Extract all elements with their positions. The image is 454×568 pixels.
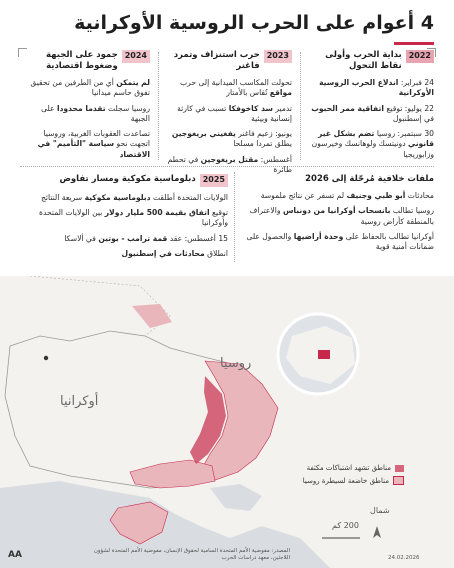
list-item: 30 سبتمبر: روسيا تضم بشكل غير قانوني دونيتسك ولوهانسك وخيرسون وزابوريجيا [311,129,434,159]
column-divider [300,52,301,160]
section-heading: ملفات خلافية مُرحّلة إلى 2026 [305,174,434,184]
legend-swatch-control [393,476,404,485]
map-svg [0,276,454,568]
list-item: الولايات المتحدة أطلقت دبلوماسية مكوكية سريعة النتائج [41,192,228,202]
section-heading: دبلوماسية مكوكية ومسار تفاوض [59,174,196,184]
section-heading: جمود على الجبهة وضغوط اقتصادية [45,50,118,72]
year-badge: 2024 [122,50,150,63]
list-item: أوكرانيا تطالب بالحفاظ على وحدة أراضيها والحصول على ضمانات أمنية قوية [246,231,434,252]
list-item: 22 يوليو: توقيع اتفاقية ممر الحبوب في إسطنبول [311,103,434,123]
section-2023 [162,50,292,180]
globe-highlight [318,350,330,359]
list-item: يونيو: زعيم فاغنر يفغيني بريغوجين يطلق تمردا مسلحا [171,129,292,149]
column-divider [158,52,159,160]
year-badge: 2023 [264,50,292,63]
aa-logo-icon: AA [8,550,22,561]
legend-control: مناطق خاضعة لسيطرة روسيا [303,476,404,485]
azov-sea [210,484,262,511]
section-2025 [22,174,228,264]
list-item: روسيا تطالب بانسحاب أوكرانيا من دونباس والاعتراف بالمنطقة كأراض روسية [249,206,434,226]
page-title: 4 أعوام على الحرب الروسية الأوكرانية [74,12,434,34]
list-item: تحولت المكاسب الميدانية إلى حرب مواقع تُقاس بالأمتار [180,78,292,98]
year-badge: 2025 [200,174,228,187]
list-item: انطلاق محادثات في إسطنبول [121,248,228,258]
section-2026 [244,174,434,257]
map [0,276,454,568]
column-divider [234,172,235,262]
title-accent-bar [394,42,434,45]
list-item: 15 أغسطس: عقد قمة ترامب - بوتين في ألاسكا [64,233,228,243]
source-note: المصدر: مفوضية الأمم المتحدة السامية لحقوق الإنسان، مفوضية الأمم المتحدة لشؤون اللاجئين، معهد دراسات الحرب [93,547,290,561]
ukraine-label: أوكرانيا [60,394,99,409]
kursk-area [132,304,172,328]
russian-control-south [130,460,215,488]
section-2024 [22,50,150,165]
list-item: روسيا سجلت تقدما محدودا على الجبهة [41,103,150,123]
kyiv-dot [44,356,48,360]
list-item: لم يتمكن أي من الطرفين من تحقيق تفوق حاسم ميدانيا [30,78,150,98]
legend-clashes: مناطق تشهد اشتباكات مكثفة [307,464,404,472]
date-label: 24.02.2026 [388,554,420,561]
section-2022 [306,50,434,165]
list-item: توقيع اتفاق بقيمة 500 مليار دولار بين الولايات المتحدة وأوكرانيا [39,208,228,228]
scale-label: 200 كم [332,521,359,530]
year-badge: 2022 [406,50,434,63]
list-item: أغسطس: مقتل بريغوجين في تحطم طائرة [167,154,292,174]
list-item: تصاعدت العقوبات الغربية، وروسيا اتجهت نحو سياسة "التأميم" في الاقتصاد [37,129,150,159]
north-arrow-icon [373,526,381,538]
section-heading: بداية الحرب وأولى نقاط التحول [325,50,402,72]
list-item: تدمير سد كاخوفكا تسبب في كارثة إنسانية وبيئية [177,103,292,123]
legend-swatch-clash [395,465,404,472]
list-item: محادثات أبو ظبي وجنيف لم تسفر عن نتائج ملموسة [260,191,434,201]
north-label: شمال [370,506,390,515]
list-item: 24 فبراير: اندلاع الحرب الروسية الأوكرانية [319,78,434,98]
russia-label: روسيا [220,356,252,371]
section-heading: حرب استنزاف وتمرد فاغنر [173,50,260,72]
